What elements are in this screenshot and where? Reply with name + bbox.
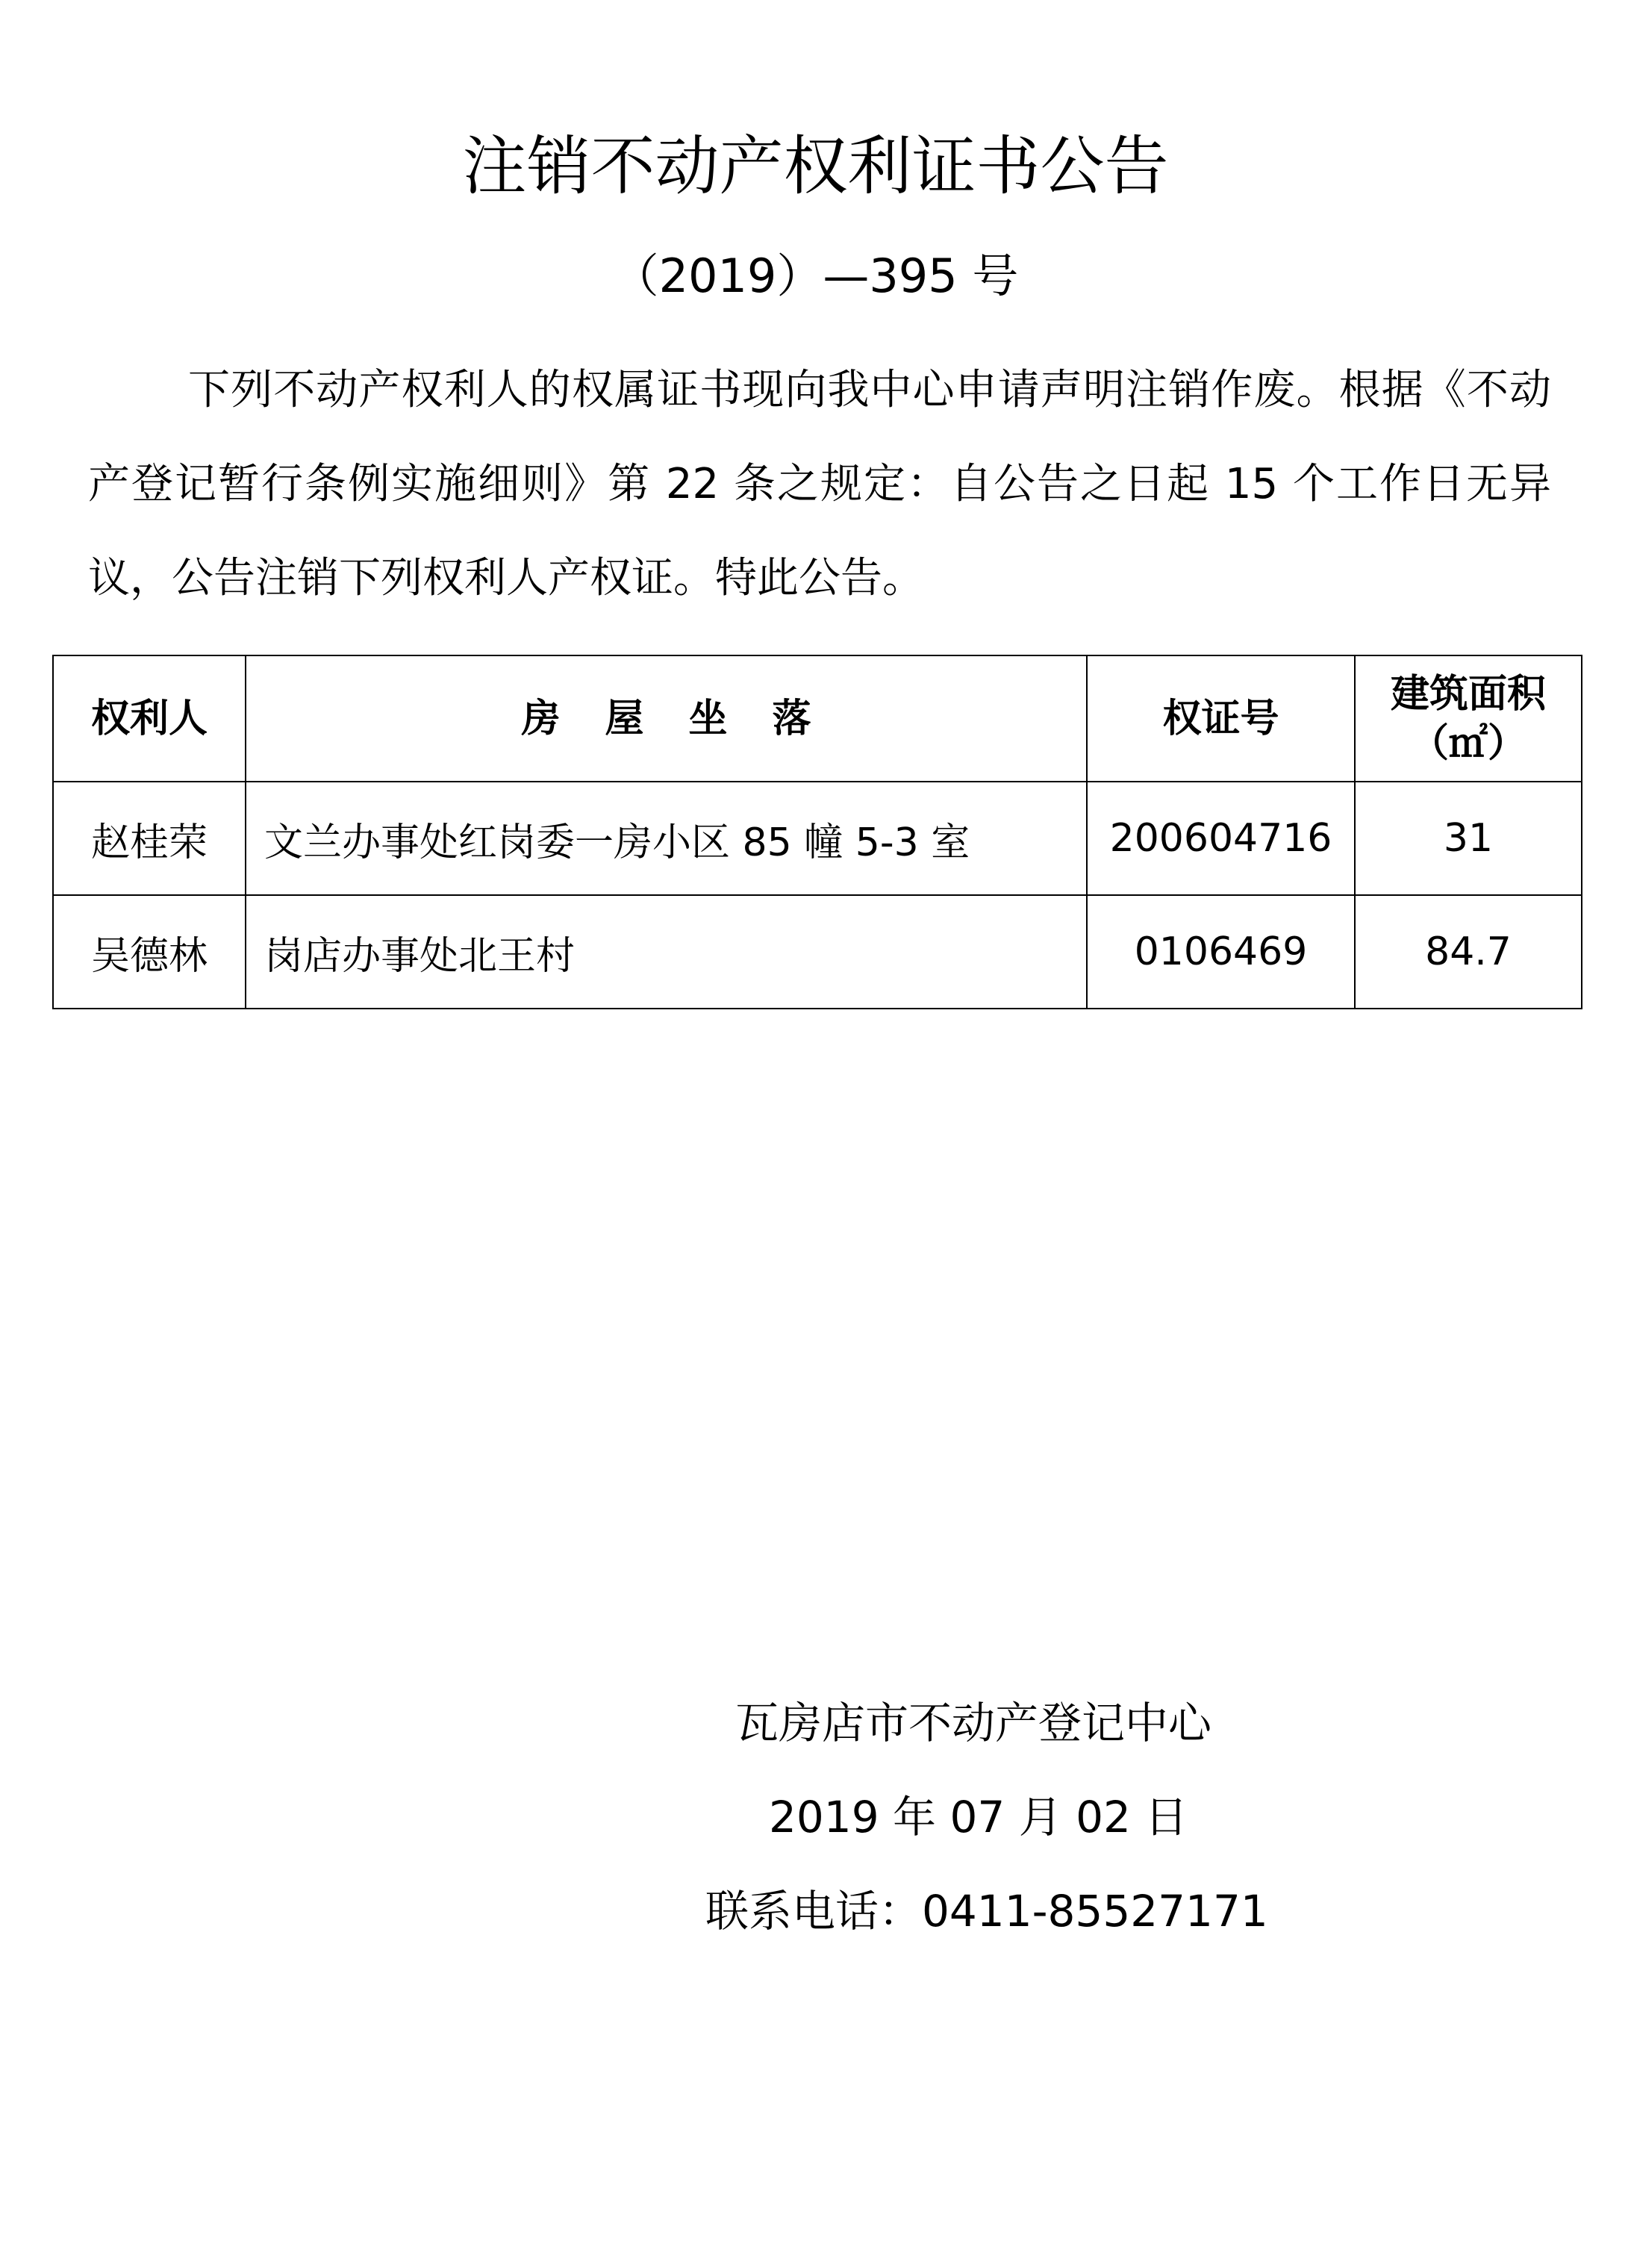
table-row bbox=[53, 782, 1582, 895]
issuing-organization: 瓦房店市不动产登记中心 bbox=[735, 1698, 1212, 1748]
row-holder: 吴德林 bbox=[53, 895, 246, 1009]
issue-date: 2019 年 07 月 02 日 bbox=[769, 1792, 1188, 1842]
header-cert-number: 权证号 bbox=[1087, 655, 1355, 782]
row-cert-number: 0106469 bbox=[1087, 895, 1355, 1009]
header-area-unit: （㎡） bbox=[1409, 720, 1526, 766]
row-area: 84.7 bbox=[1355, 895, 1582, 1009]
row-location: 文兰办事处红岗委一房小区 85 幢 5-3 室 bbox=[246, 782, 1087, 895]
header-area bbox=[1355, 655, 1582, 782]
cancellation-table bbox=[52, 655, 1582, 1009]
row-area: 31 bbox=[1355, 782, 1582, 895]
contact-phone: 联系电话：0411-85527171 bbox=[705, 1886, 1268, 1937]
table-header-row bbox=[53, 655, 1582, 782]
row-location: 岗店办事处北王村 bbox=[246, 895, 1087, 1009]
header-area-label: 建筑面积 bbox=[1390, 671, 1546, 717]
row-cert-number: 200604716 bbox=[1087, 782, 1355, 895]
row-holder: 赵桂荣 bbox=[53, 782, 246, 895]
notice-number: （2019）—395 号 bbox=[612, 249, 1019, 303]
header-holder: 权利人 bbox=[53, 655, 246, 782]
header-location-label: 房屋坐落 bbox=[521, 696, 856, 741]
notice-title: 注销不动产权利证书公告 bbox=[462, 129, 1169, 204]
notice-body: 下列不动产权利人的权属证书现向我中心申请声明注销作废。根据《不动产登记暂行条例实施细则》第 22 条之规定：自公告之日起 15 个工作日无异议，公告注销下列权利人产权证。特此公告。 bbox=[88, 366, 1552, 602]
header-location bbox=[246, 655, 1087, 782]
table-row bbox=[53, 895, 1582, 1009]
